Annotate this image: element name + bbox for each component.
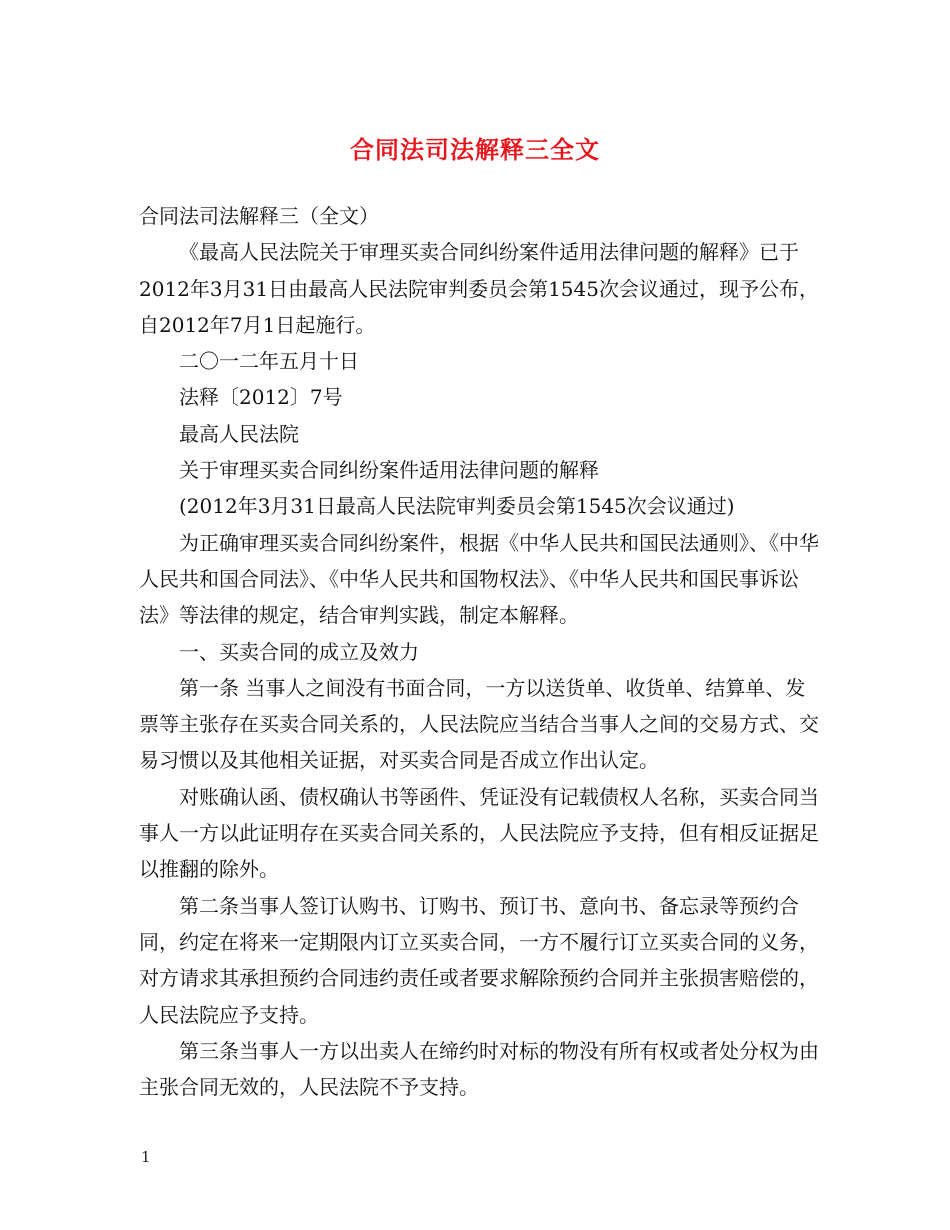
document-body [139, 198, 819, 1105]
paragraph-preamble: 为正确审理买卖合同纠纷案件，根据《中华人民共和国民法通则》、《中华人民共和国合同法》、《中华人民共和国物权法》、《中华人民共和国民事诉讼法》等法律的规定，结合审判实践，制定本解释。 [139, 530, 819, 628]
document-title: 合同法司法解释三全文 [350, 135, 600, 164]
paragraph-article-1-clause-2: 对账确认函、债权确认书等函件、凭证没有记载债权人名称，买卖合同当事人一方以此证明存在买卖合同关系的，人民法院应予支持，但有相反证据足以推翻的除外。 [139, 784, 819, 882]
paragraph-section-heading: 一、买卖合同的成立及效力 [179, 639, 419, 664]
paragraph-article-2: 第二条当事人签订认购书、订购书、预订书、意向书、备忘录等预约合同，约定在将来一定期限内订立买卖合同，一方不履行订立买卖合同的义务，对方请求其承担预约合同违约责任或者要求解除预约合同并主张损害赔偿的，人民法院应予支持。 [139, 893, 819, 1027]
paragraph-adoption-note: (2012年3月31日最高人民法院审判委员会第1545次会议通过) [179, 494, 735, 519]
paragraph-interpretation-title: 关于审理买卖合同纠纷案件适用法律问题的解释 [179, 458, 599, 483]
paragraph-document-number: 法释〔2012〕7号 [179, 385, 343, 410]
paragraph-issuer: 最高人民法院 [179, 421, 299, 446]
paragraph-article-1: 第一条 当事人之间没有书面合同，一方以送货单、收货单、结算单、发票等主张存在买卖合同关系的，人民法院应当结合当事人之间的交易方式、交易习惯以及其他相关证据，对买卖合同是否成立作出认定。 [139, 675, 819, 773]
paragraph-heading: 合同法司法解释三（全文） [139, 204, 379, 228]
paragraph-article-3: 第三条当事人一方以出卖人在缔约时对标的物没有所有权或者处分权为由主张合同无效的，人民法院不予支持。 [139, 1038, 819, 1100]
paragraph-date: 二〇一二年五月十日 [179, 349, 359, 374]
paragraph-announcement: 《最高人民法院关于审理买卖合同纠纷案件适用法律问题的解释》已于2012年3月31日由最高人民法院审判委员会第1545次会议通过，现予公布，自2012年7月1日起施行。 [139, 240, 819, 337]
page-number: 1 [141, 1148, 151, 1166]
